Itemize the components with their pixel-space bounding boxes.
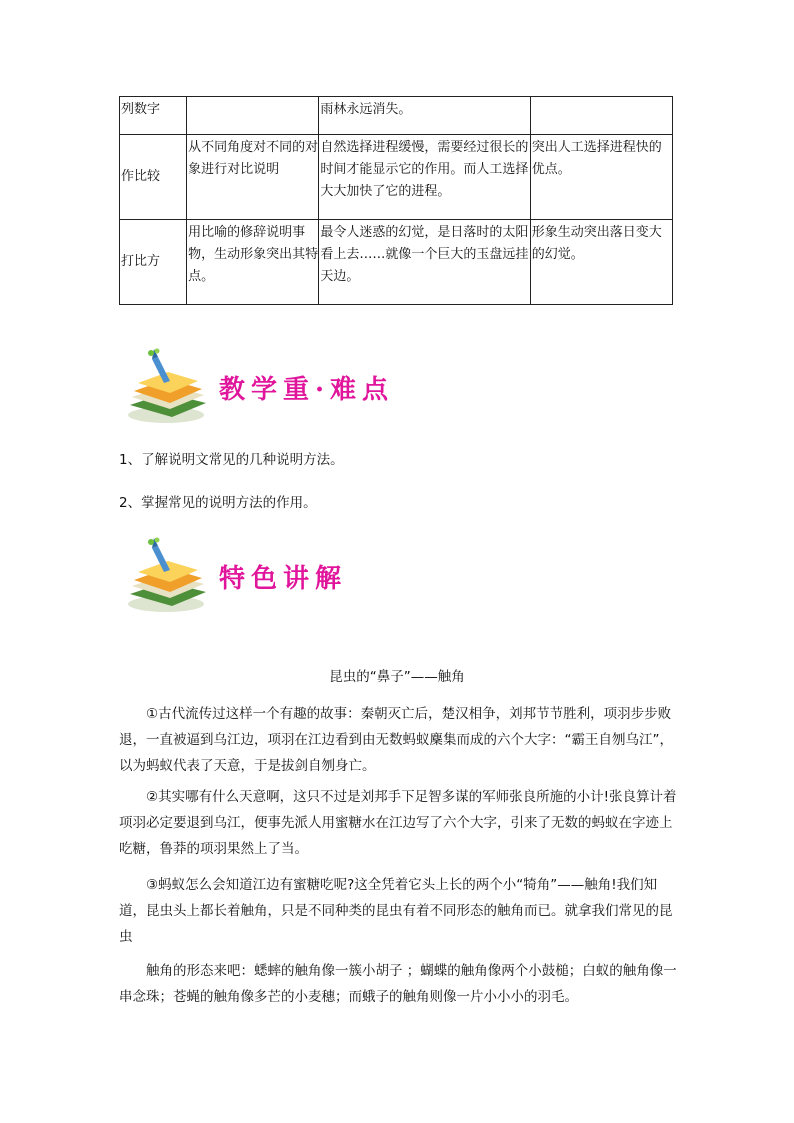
books-pencil-icon — [124, 536, 214, 616]
goal-item: 1、了解说明文常见的几种说明方法。 — [119, 452, 344, 468]
table-cell: 突出人工选择进程快的优点。 — [530, 135, 672, 220]
books-pencil-icon — [124, 347, 214, 427]
section-header-key-points — [124, 347, 424, 427]
article-paragraph: ②其实哪有什么天意啊，这只不过是刘邦手下足智多谋的军师张良所施的小计!张良算计着项羽必定要退到乌江，便事先派人用蜜糖水在江边写了六个大字，引来了无数的蚂蚁在字迹上吃糖，鲁莽的项羽果然上了当。 — [119, 789, 677, 857]
methods-table — [119, 96, 673, 305]
table-cell: 作比较 — [120, 135, 187, 220]
table-cell: 列数字 — [120, 97, 187, 135]
table-row — [120, 135, 673, 220]
table-cell: 最令人迷惑的幻觉，是日落时的太阳看上去……就像一个巨大的玉盘远挂天边。 — [319, 220, 530, 305]
section-title: 特色讲解 — [219, 564, 348, 594]
section-title: 教学重·难点 — [219, 375, 395, 405]
article-paragraph: ①古代流传过这样一个有趣的故事：秦朝灭亡后，楚汉相争，刘邦节节胜利，项羽步步败退，一直被逼到乌江边，项羽在江边看到由无数蚂蚁麇集而成的六个大字：“霸王自刎乌江”，以为蚂蚁代表了天意，于是拔剑自刎身亡。 — [119, 706, 673, 774]
article-paragraph: ③蚂蚁怎么会知道江边有蜜糖吃呢?这全凭着它头上长的两个小“犄角”——触角!我们知道，昆虫头上都长着触角，只是不同种类的昆虫有着不同形态的触角而已。就拿我们常见的昆虫 — [119, 877, 673, 945]
table-cell — [187, 97, 319, 135]
goal-item: 2、掌握常见的说明方法的作用。 — [119, 495, 317, 511]
section-header-features — [124, 536, 424, 616]
article-title: 昆虫的“鼻子”——触角 — [329, 669, 465, 685]
table-cell: 形象生动突出落日变大的幻觉。 — [530, 220, 672, 305]
table-cell: 自然选择进程缓慢，需要经过很长的时间才能显示它的作用。而人工选择大大加快了它的进程。 — [319, 135, 530, 220]
table-row — [120, 97, 673, 135]
table-cell: 用比喻的修辞说明事物，生动形象突出其特点。 — [187, 220, 319, 305]
table-cell — [530, 97, 672, 135]
table-row — [120, 220, 673, 305]
table-cell: 雨林永远消失。 — [319, 97, 530, 135]
article-paragraph: 触角的形态来吧：蟋蟀的触角像一簇小胡子 ；蝴蝶的触角像两个小鼓槌；白蚁的触角像一串念珠；苍蝇的触角像多芒的小麦穗；而蛾子的触角则像一片小小小的羽毛。 — [119, 963, 677, 1005]
table-cell: 打比方 — [120, 220, 187, 305]
table-cell: 从不同角度对不同的对象进行对比说明 — [187, 135, 319, 220]
